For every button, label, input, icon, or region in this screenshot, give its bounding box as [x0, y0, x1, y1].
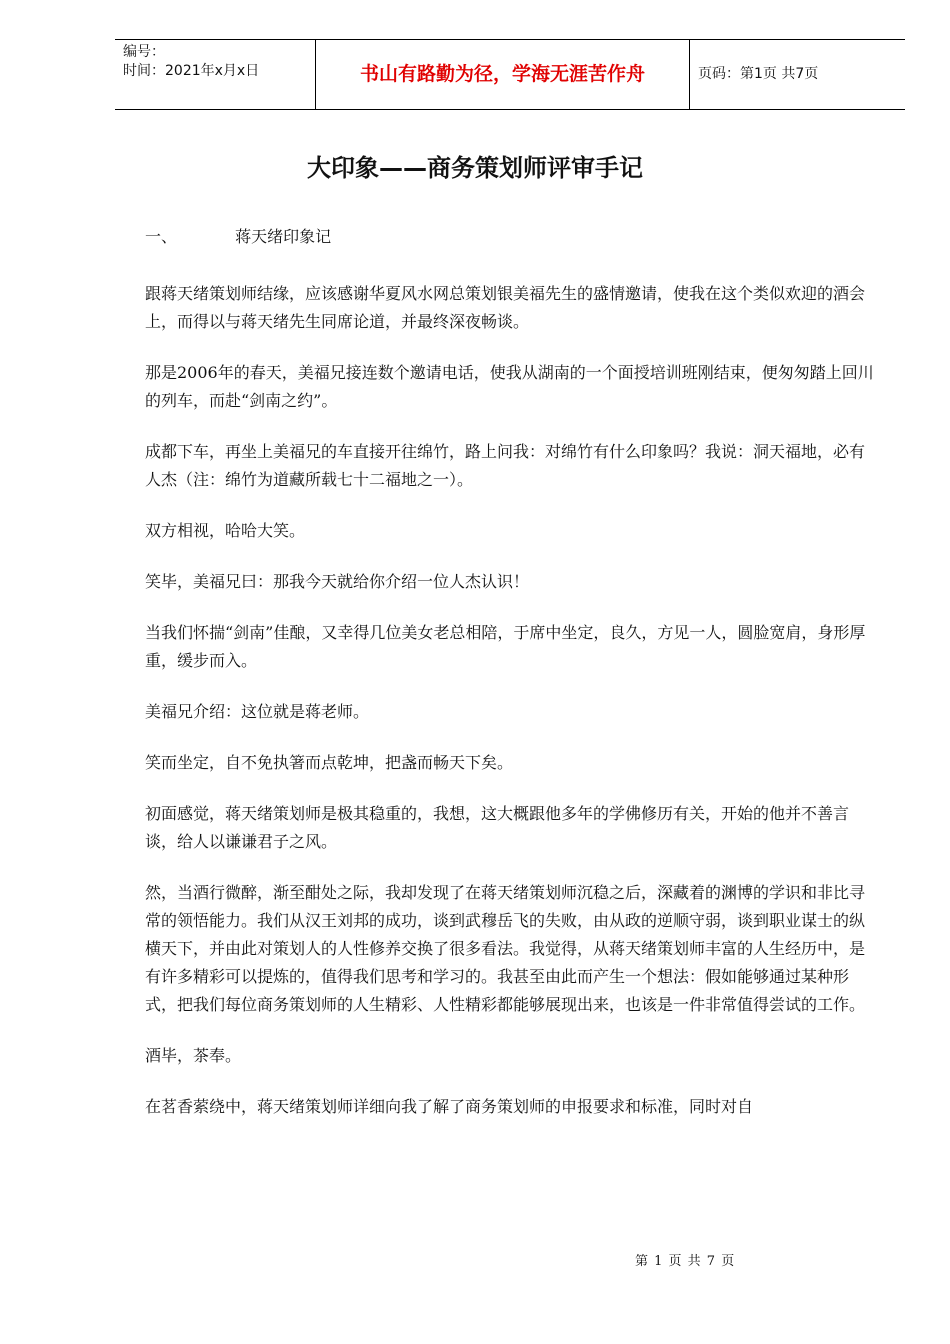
- header-motto: 书山有路勤为径，学海无涯苦作舟: [315, 40, 690, 109]
- paragraph: 在茗香萦绕中，蒋天绪策划师详细向我了解了商务策划师的申报要求和标准，同时对自: [145, 1097, 754, 1116]
- page-footer: 第 1 页 共 7 页: [635, 1254, 736, 1269]
- body-text: [145, 280, 875, 1144]
- paragraph: 美福兄介绍：这位就是蒋老师。: [145, 702, 370, 721]
- number-label: 编号：: [123, 44, 165, 60]
- paragraph: 然，当酒行微醉，渐至酣处之际，我却发现了在蒋天绪策划师沉稳之后，深藏着的渊博的学识和非比寻常的领悟能力。我们从汉王刘邦的成功，谈到武穆岳飞的失败，由从政的逆顺守弱，谈到职业谋士的纵横天下，并由此对策划人的人性修养交换了很多看法。我觉得，从蒋天绪策划师丰富的人生经历中，是有许多精彩可以提炼的，值得我们思考和学习的。我甚至由此而产生一个想法：假如能够通过某种形式，把我们每位商务策划师的人生精彩、人性精彩都能够展现出来，也该是一件非常值得尝试的工作。: [145, 883, 866, 1014]
- paragraph: 初面感觉，蒋天绪策划师是极其稳重的，我想，这大概跟他多年的学佛修历有关，开始的他并不善言谈，给人以谦谦君子之风。: [145, 804, 850, 851]
- time-label: 时间：2021年x月x日: [123, 63, 260, 79]
- header-page-info: 页码：第1页 共7页: [698, 66, 819, 82]
- section-number: 一、: [145, 227, 178, 246]
- section-title: 蒋天绪印象记: [235, 227, 332, 246]
- section-heading: [145, 224, 331, 247]
- paragraph: 当我们怀揣“剑南”佳酿，又幸得几位美女老总相陪，于席中坐定，良久，方见一人，圆脸宽肩，身形厚重，缓步而入。: [145, 623, 866, 670]
- header-meta: [115, 40, 315, 109]
- page-header: [115, 39, 905, 110]
- paragraph: 笑毕，美福兄曰：那我今天就给你介绍一位人杰认识！: [145, 572, 530, 591]
- paragraph: 双方相视，哈哈大笑。: [145, 521, 306, 540]
- paragraph: 成都下车，再坐上美福兄的车直接开往绵竹，路上问我：对绵竹有什么印象吗？我说：洞天福地，必有人杰（注：绵竹为道藏所载七十二福地之一）。: [145, 442, 866, 489]
- document-title: 大印象——商务策划师评审手记: [307, 154, 643, 182]
- paragraph: 跟蒋天绪策划师结缘，应该感谢华夏风水网总策划银美福先生的盛情邀请，使我在这个类似欢迎的酒会上，而得以与蒋天绪先生同席论道，并最终深夜畅谈。: [145, 284, 866, 331]
- paragraph: 那是2006年的春天，美福兄接连数个邀请电话，使我从湖南的一个面授培训班刚结束，便匆匆踏上回川的列车，而赴“剑南之约”。: [145, 363, 874, 410]
- paragraph: 酒毕，茶奉。: [145, 1046, 242, 1065]
- paragraph: 笑而坐定，自不免执箸而点乾坤，把盏而畅天下矣。: [145, 753, 514, 772]
